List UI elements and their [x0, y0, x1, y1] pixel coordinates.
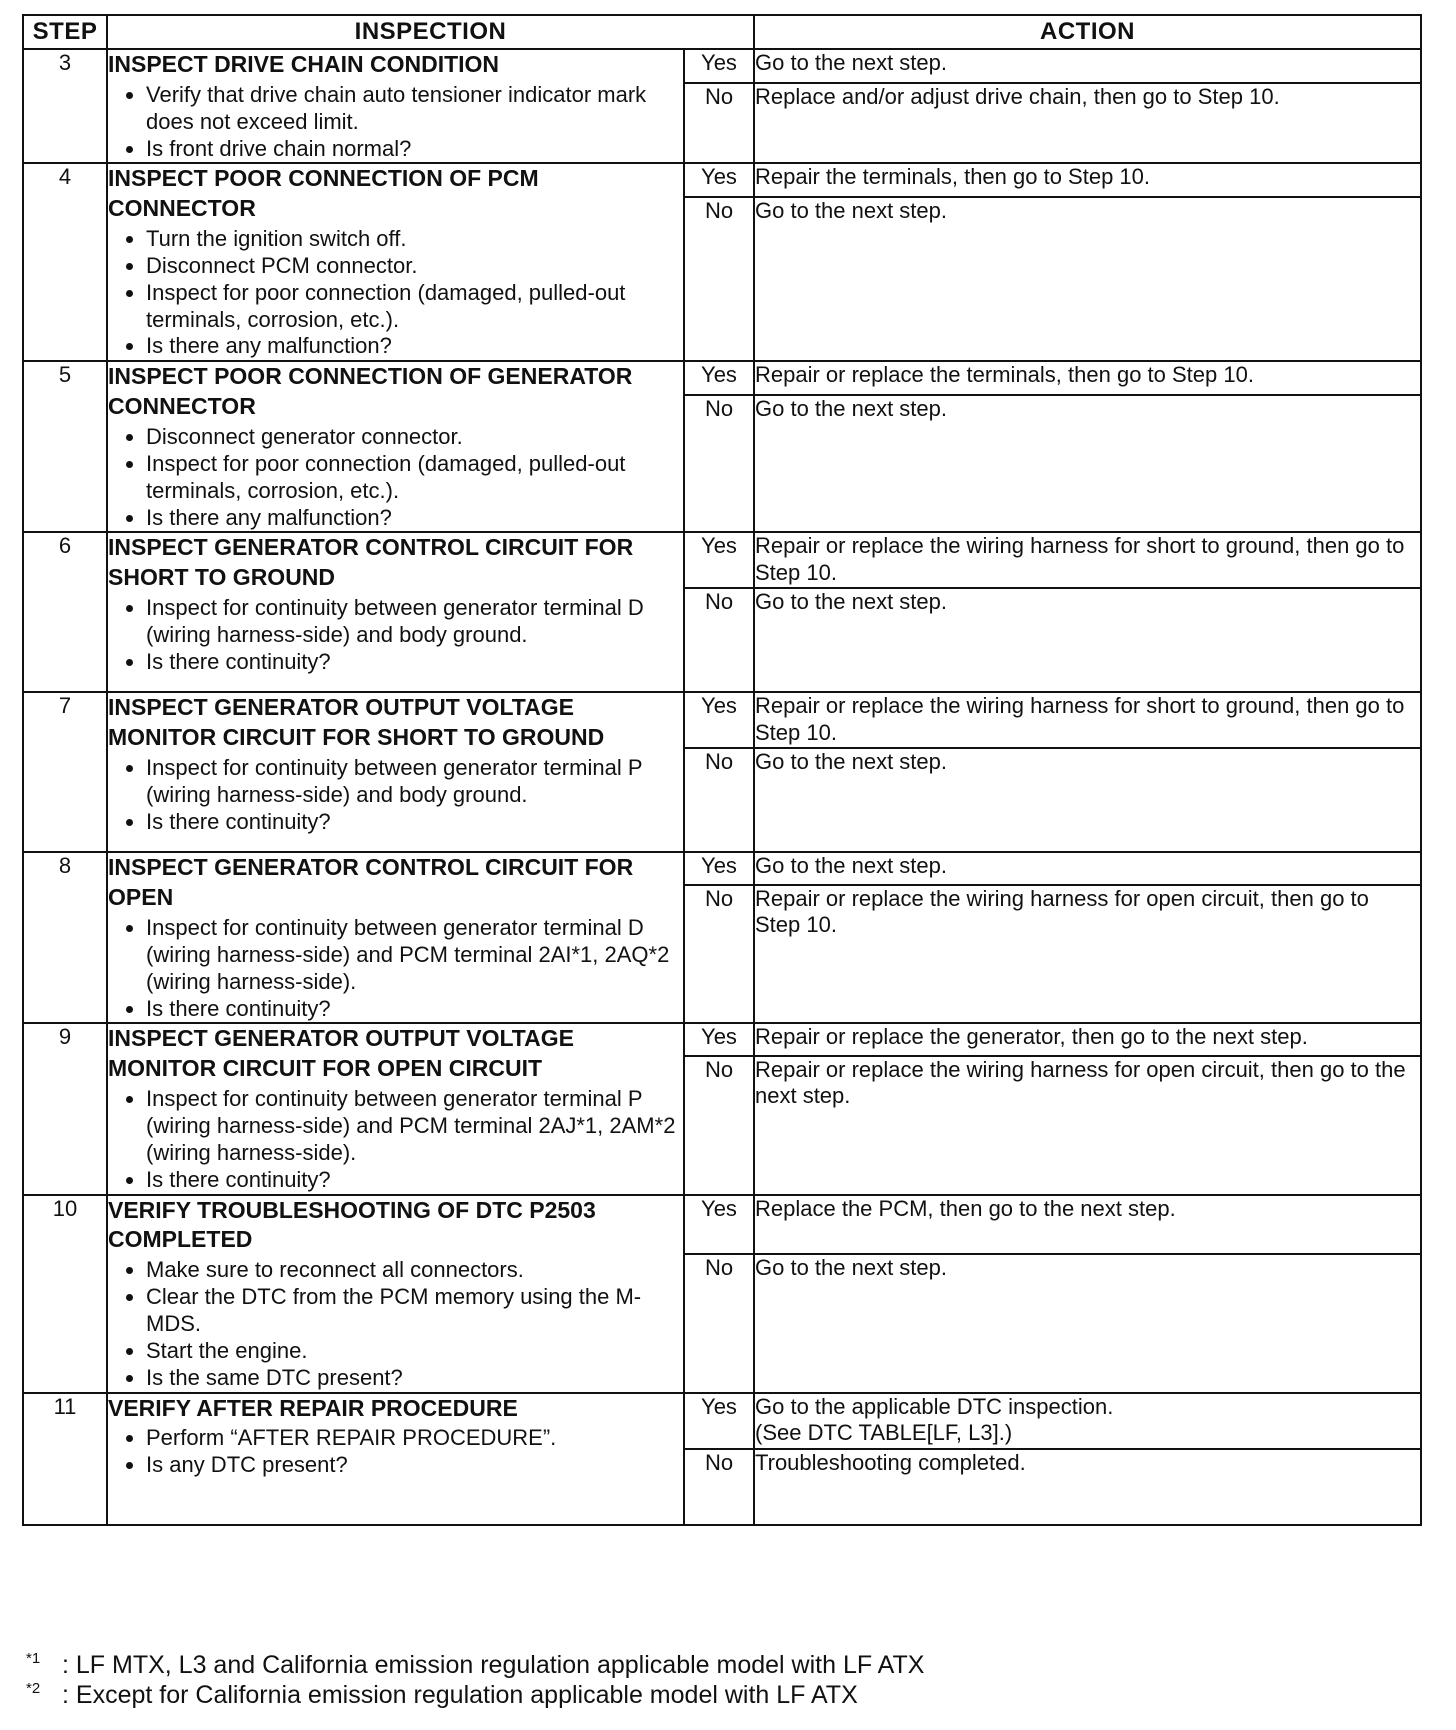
- no-label: No: [684, 1449, 754, 1525]
- no-action: Go to the next step.: [754, 1254, 1421, 1392]
- inspection-bullet: • Make sure to reconnect all connectors.: [146, 1257, 683, 1284]
- inspection-cell: [107, 852, 684, 1023]
- no-action: Go to the next step.: [754, 588, 1421, 692]
- inspection-cell: [107, 1195, 684, 1393]
- no-action: Repair or replace the wiring harness for open circuit, then go to Step 10.: [754, 885, 1421, 1024]
- inspection-bullet: • Disconnect PCM connector.: [146, 253, 683, 280]
- step-column-header: STEP: [23, 15, 107, 49]
- yes-label: Yes: [684, 532, 754, 588]
- inspection-bullet: • Inspect for poor connection (damaged, pulled-out terminals, corrosion, etc.).: [146, 451, 683, 505]
- footnote-text: : LF MTX, L3 and California emission regulation applicable model with LF ATX: [62, 1651, 925, 1679]
- inspection-column-header: INSPECTION: [107, 15, 754, 49]
- table-row: [23, 692, 1421, 748]
- inspection-heading: INSPECT GENERATOR CONTROL CIRCUIT FOR SHORT TO GROUND: [108, 534, 634, 591]
- inspection-heading: INSPECT GENERATOR OUTPUT VOLTAGE MONITOR CIRCUIT FOR SHORT TO GROUND: [108, 694, 605, 751]
- no-label: No: [684, 1056, 754, 1195]
- inspection-bullet: • Is there any malfunction?: [146, 333, 683, 360]
- table-row: [23, 1393, 1421, 1449]
- yes-label: Yes: [684, 1393, 754, 1449]
- inspection-bullets: [108, 595, 683, 675]
- step-number: 9: [23, 1023, 107, 1194]
- inspection-bullet: • Is there continuity?: [146, 996, 683, 1023]
- yes-action: Repair or replace the generator, then go to the next step.: [754, 1023, 1421, 1056]
- footnote: [26, 1680, 924, 1710]
- step-number: 5: [23, 361, 107, 532]
- footnote-mark: *1: [26, 1650, 41, 1667]
- inspection-bullet: • Inspect for continuity between generator terminal P (wiring harness-side) and PCM terminal 2AJ*1, 2AM*2 (wiring harness-side).: [146, 1086, 683, 1166]
- inspection-bullets: [108, 1425, 683, 1479]
- no-label: No: [684, 748, 754, 852]
- yes-label: Yes: [684, 163, 754, 197]
- inspection-bullets: [108, 1257, 683, 1391]
- inspection-bullet: • Verify that drive chain auto tensioner indicator mark does not exceed limit.: [146, 82, 683, 136]
- inspection-bullet: • Inspect for continuity between generator terminal D (wiring harness-side) and body ground.: [146, 595, 683, 649]
- no-action: Troubleshooting completed.: [754, 1449, 1421, 1525]
- step-number: 3: [23, 49, 107, 163]
- yes-label: Yes: [684, 852, 754, 885]
- inspection-bullet: • Turn the ignition switch off.: [146, 226, 683, 253]
- inspection-bullets: [108, 915, 683, 1022]
- no-action: Go to the next step.: [754, 197, 1421, 361]
- no-label: No: [684, 197, 754, 361]
- troubleshooting-table: [22, 14, 1422, 1526]
- inspection-cell: [107, 49, 684, 163]
- inspection-bullet: • Is any DTC present?: [146, 1452, 683, 1479]
- no-label: No: [684, 83, 754, 164]
- inspection-bullet: • Inspect for continuity between generator terminal D (wiring harness-side) and PCM terminal 2AI*1, 2AQ*2 (wiring harness-side).: [146, 915, 683, 995]
- yes-action: Go to the next step.: [754, 852, 1421, 885]
- no-label: No: [684, 1254, 754, 1392]
- no-label: No: [684, 395, 754, 532]
- table-body: [23, 49, 1421, 1525]
- inspection-heading: VERIFY AFTER REPAIR PROCEDURE: [108, 1394, 518, 1421]
- inspection-cell: [107, 1023, 684, 1194]
- inspection-bullet: • Is the same DTC present?: [146, 1365, 683, 1392]
- table-header-row: [23, 15, 1421, 49]
- inspection-bullets: [108, 1086, 683, 1193]
- inspection-bullet: • Is there continuity?: [146, 649, 683, 676]
- table-row: [23, 852, 1421, 885]
- inspection-bullet: • Is there any malfunction?: [146, 505, 683, 532]
- step-number: 6: [23, 532, 107, 692]
- no-label: No: [684, 885, 754, 1024]
- yes-label: Yes: [684, 49, 754, 83]
- step-number: 7: [23, 692, 107, 852]
- yes-action: Repair or replace the wiring harness for short to ground, then go to Step 10.: [754, 532, 1421, 588]
- inspection-bullet: • Is front drive chain normal?: [146, 136, 683, 163]
- yes-action: Replace the PCM, then go to the next step.: [754, 1195, 1421, 1255]
- inspection-cell: [107, 532, 684, 692]
- no-label: No: [684, 588, 754, 692]
- footnote: [26, 1650, 924, 1680]
- inspection-bullet: • Clear the DTC from the PCM memory using the M-MDS.: [146, 1284, 683, 1338]
- no-action: Replace and/or adjust drive chain, then go to Step 10.: [754, 83, 1421, 164]
- inspection-heading: INSPECT DRIVE CHAIN CONDITION: [108, 51, 500, 77]
- inspection-heading: VERIFY TROUBLESHOOTING OF DTC P2503 COMPLETED: [108, 1196, 596, 1253]
- yes-action: Go to the next step.: [754, 49, 1421, 83]
- yes-label: Yes: [684, 1195, 754, 1255]
- inspection-bullet: • Is there continuity?: [146, 809, 683, 836]
- yes-action: Repair or replace the terminals, then go to Step 10.: [754, 361, 1421, 395]
- inspection-heading: INSPECT POOR CONNECTION OF GENERATOR CONNECTOR: [108, 363, 633, 420]
- inspection-bullet: • Disconnect generator connector.: [146, 424, 683, 451]
- footnote-mark: *2: [26, 1680, 41, 1697]
- inspection-bullet: • Inspect for poor connection (damaged, pulled-out terminals, corrosion, etc.).: [146, 280, 683, 334]
- table-row: [23, 361, 1421, 395]
- table-row: [23, 1195, 1421, 1255]
- inspection-cell: [107, 163, 684, 361]
- step-number: 8: [23, 852, 107, 1023]
- step-number: 4: [23, 163, 107, 361]
- step-number: 11: [23, 1393, 107, 1525]
- inspection-cell: [107, 692, 684, 852]
- yes-action: Repair the terminals, then go to Step 10.: [754, 163, 1421, 197]
- yes-label: Yes: [684, 692, 754, 748]
- inspection-bullet: • Inspect for continuity between generator terminal P (wiring harness-side) and body ground.: [146, 755, 683, 809]
- inspection-bullets: [108, 82, 683, 162]
- inspection-bullets: [108, 755, 683, 835]
- action-column-header: ACTION: [754, 15, 1421, 49]
- inspection-heading: INSPECT GENERATOR OUTPUT VOLTAGE MONITOR CIRCUIT FOR OPEN CIRCUIT: [108, 1025, 574, 1082]
- step-number: 10: [23, 1195, 107, 1393]
- footnotes: [26, 1650, 924, 1710]
- yes-action: Repair or replace the wiring harness for short to ground, then go to Step 10.: [754, 692, 1421, 748]
- footnote-text: : Except for California emission regulation applicable model with LF ATX: [62, 1681, 858, 1709]
- inspection-bullet: • Is there continuity?: [146, 1167, 683, 1194]
- table-row: [23, 163, 1421, 197]
- table-row: [23, 532, 1421, 588]
- no-action: Go to the next step.: [754, 748, 1421, 852]
- inspection-cell: [107, 1393, 684, 1525]
- inspection-bullets: [108, 424, 683, 531]
- inspection-heading: INSPECT GENERATOR CONTROL CIRCUIT FOR OPEN: [108, 854, 634, 911]
- inspection-bullets: [108, 226, 683, 360]
- yes-label: Yes: [684, 1023, 754, 1056]
- inspection-cell: [107, 361, 684, 532]
- no-action: Repair or replace the wiring harness for open circuit, then go to the next step.: [754, 1056, 1421, 1195]
- inspection-bullet: • Start the engine.: [146, 1338, 683, 1365]
- no-action: Go to the next step.: [754, 395, 1421, 532]
- table-row: [23, 49, 1421, 83]
- inspection-heading: INSPECT POOR CONNECTION OF PCM CONNECTOR: [108, 165, 539, 222]
- yes-label: Yes: [684, 361, 754, 395]
- yes-action: Go to the applicable DTC inspection. (See DTC TABLE[LF, L3].): [754, 1393, 1421, 1449]
- inspection-bullet: • Perform “AFTER REPAIR PROCEDURE”.: [146, 1425, 683, 1452]
- table-row: [23, 1023, 1421, 1056]
